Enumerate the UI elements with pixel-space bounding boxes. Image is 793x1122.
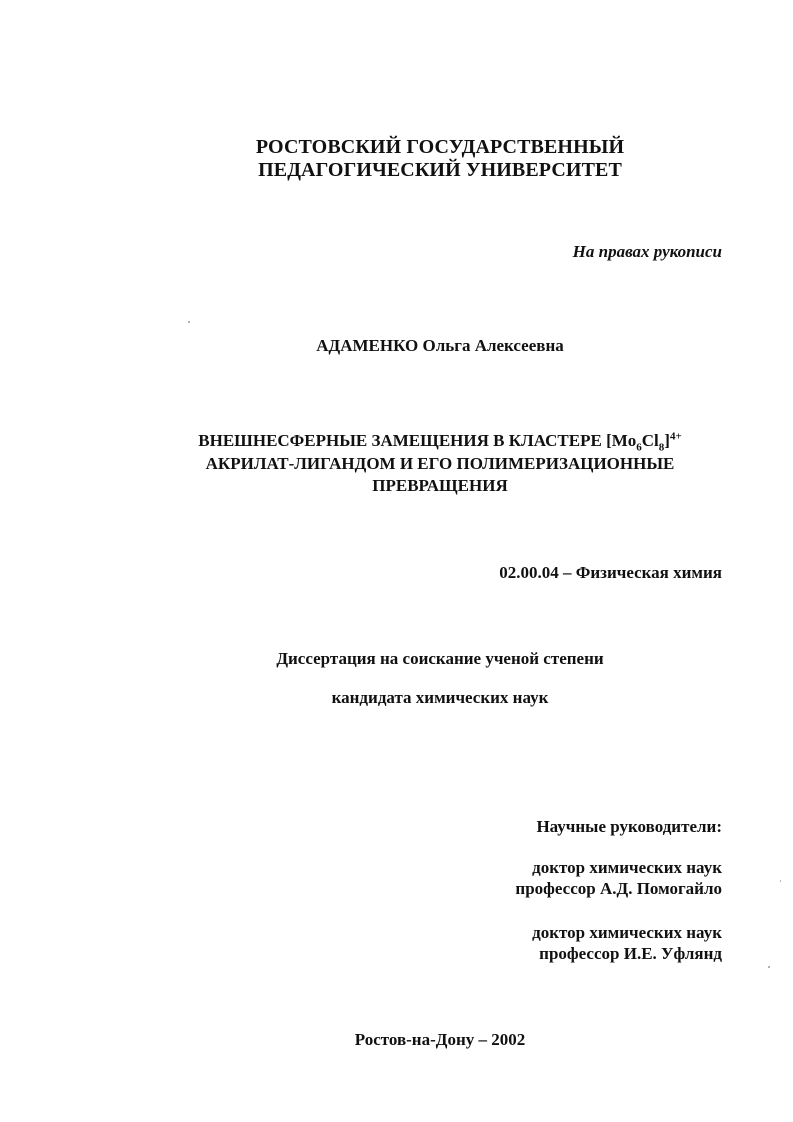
supervisor-2-degree: доктор химических наук [532, 923, 722, 942]
degree-line-2: кандидата химических наук [331, 688, 549, 707]
supervisor-2-name: профессор И.Е. Уфлянд [539, 944, 722, 963]
university-name-line-1: РОСТОВСКИЙ ГОСУДАРСТВЕННЫЙ [255, 136, 625, 158]
scan-speck [188, 321, 190, 323]
supervisors-heading: Научные руководители: [536, 817, 722, 836]
dissertation-title-line-1 [198, 430, 682, 454]
specialty-code: 02.00.04 – Физическая химия [499, 563, 722, 582]
scan-speck [768, 966, 770, 968]
scan-speck [780, 880, 781, 882]
university-name-line-2: ПЕДАГОГИЧЕСКИЙ УНИВЕРСИТЕТ [258, 159, 622, 181]
title-text-prefix: ВНЕШНЕСФЕРНЫЕ ЗАМЕЩЕНИЯ В КЛАСТЕРЕ [Mo [198, 431, 637, 450]
author-name: АДАМЕНКО Ольга Алексеевна [316, 336, 564, 355]
rights-note: На правах рукописи [572, 242, 722, 261]
dissertation-title-line-2: АКРИЛАТ-ЛИГАНДОМ И ЕГО ПОЛИМЕРИЗАЦИОННЫЕ [205, 454, 675, 473]
dissertation-title-line-3: ПРЕВРАЩЕНИЯ [372, 476, 508, 495]
cl-symbol: Cl [641, 431, 659, 450]
supervisor-1-degree: доктор химических наук [532, 858, 722, 877]
degree-line-1: Диссертация на соискание ученой степени [276, 649, 604, 668]
charge-superscript: 4+ [669, 430, 682, 443]
mo-subscript: 6 [636, 441, 642, 454]
cl-subscript: 8 [658, 441, 665, 454]
city-year: Ростов-на-Дону – 2002 [354, 1030, 526, 1049]
supervisor-1-name: профессор А.Д. Помогайло [515, 879, 722, 898]
bracket-close: ] [664, 431, 670, 450]
